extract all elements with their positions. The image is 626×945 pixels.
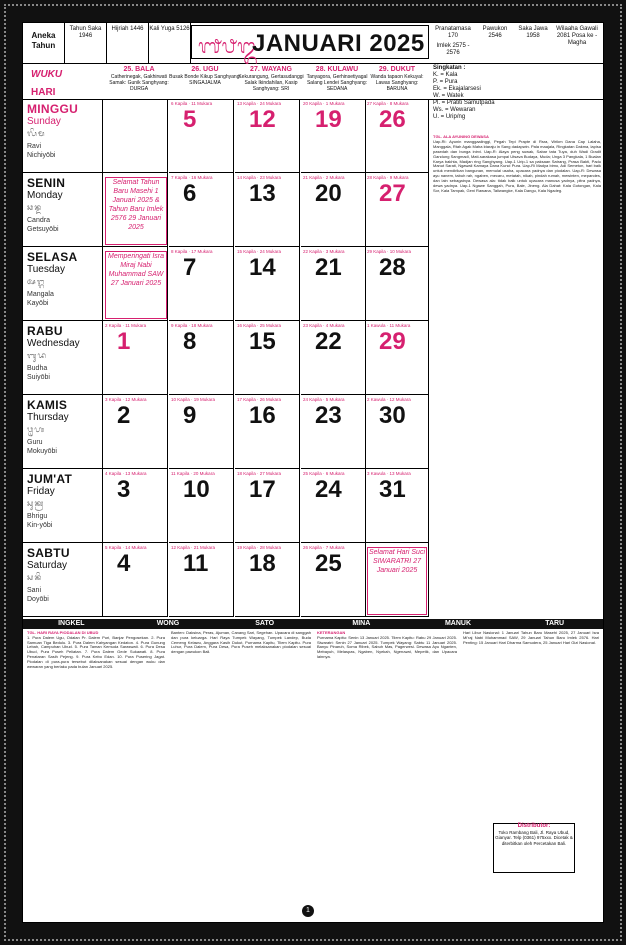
date-number: 26 [379, 106, 406, 133]
date-number: 12 [249, 106, 276, 133]
date-number: 27 [379, 180, 406, 207]
date-cell [365, 99, 429, 173]
keterangan-notes: KETERANGAN Purnama Kapitu: Senin 13 Januari 2025. Tilem Kapitu: Rabu 29 Januari 2025. Siwaratri: Senin 27 Januari 2025. Tumpek Wayang: Sabtu 11 Januari 2025. Banyu Pinaruh, Soma Ribek, Sabuh Mas, Pagerwesi. Dewasa Ayu Nganten, Mebayuh, Melaspas, Ngaben, Nyekah, Ngeruwat, Mepetik, dan Upacara lainnya. [317, 631, 457, 659]
day-label-senin: SENIN Monday ᬘᬦ᭄ᬤ Candra Getsuyōbi [23, 173, 103, 247]
wuku-col-2: 26. UGU Busak Bonde Kikup Sanghyang: SINGAJALMA [169, 66, 241, 86]
date-cell [301, 247, 366, 321]
greeting-siwaratri: Selamat Hari Suci SIWARATRI 27 Januari 2025 [367, 547, 427, 615]
legend-item: K. = Kala [433, 72, 458, 78]
date-cell [301, 543, 366, 617]
wuku-col-4: 28. KULAWU Tanyagora, Gerhinsetiyagal Salang Lendei Sanghyang: SEDANA [306, 66, 368, 92]
date-number: 31 [379, 476, 406, 503]
tahun-saka: Tahun Saka 1946 [65, 23, 107, 63]
month-title-box [191, 25, 429, 59]
calendar-page [22, 22, 604, 923]
date-lunar-info: 3 Kapila · 12 Mukara [105, 397, 147, 402]
date-lunar-info: 7 Kapila · 16 Mukara [171, 175, 213, 180]
date-number: 13 [249, 180, 276, 207]
upacara-notes: Banten: Daksina, Peras, Ajuman, Canang Sari, Segehan. Upacara di sanggah dan pura keluarga. Hari Raya Tumpek Wayang, Tumpek Landep, Buda Cemeng Kelawu, Anggara Kasih Dukut, Purnama Kapitu, Tilem Kapitu. Pura Luhur, Pura Dalem, Pura Desa, Pura Puseh melaksanakan piodalan sesuai dengan pawukon Bali. [171, 631, 311, 655]
date-cell [103, 321, 168, 395]
header-right [433, 23, 603, 63]
pasaran-mina: MINA [352, 620, 371, 627]
date-lunar-info: 16 Kapila · 25 Mukara [237, 323, 282, 328]
calendar-header [23, 23, 603, 64]
pawukon: Pawukon 2546 [482, 26, 508, 39]
date-number: 25 [315, 550, 342, 577]
day-label-minggu: MINGGU Sunday ᬮᬶᬫ Ravi Nichiyōbi [23, 99, 103, 173]
date-lunar-info: 23 Kapila · 4 Mukara [303, 323, 345, 328]
imlek: Imlek 2575 - 2576 [436, 43, 470, 56]
abbreviation-legend: Singkatan : K. = Kala P. = Pura Ek. = Ekajalarsesi W. = Watek Pl. = Pratiti Samutpada Ws. = Wewaran U. = Urip/ng [433, 65, 601, 121]
date-lunar-info: 28 Kapila · 9 Mukara [367, 175, 409, 180]
date-number: 2 [117, 402, 131, 429]
date-number: 17 [249, 476, 276, 503]
pasaran-taru: TARU [545, 620, 565, 627]
date-cell [301, 469, 366, 543]
date-cell [301, 395, 366, 469]
day-label-selasa: SELASA Tuesday ᬅᬗ᭄ᬕ Mangala Kayōbi [23, 247, 103, 321]
date-cell [301, 99, 366, 173]
legend-item: Ws. = Wewaran [433, 107, 476, 113]
date-cell [169, 469, 234, 543]
date-number: 21 [315, 254, 342, 281]
wuku-col-3: 27. WAYANG Kekurangung, Gertasudanggi Salak Ikindahilan, Kasip Sanghyang: SRI [238, 66, 304, 92]
date-lunar-info: 24 Kapila · 5 Mukara [303, 397, 345, 402]
date-number: 20 [315, 180, 342, 207]
date-number: 9 [183, 402, 197, 429]
date-cell [365, 247, 429, 321]
dewasa-notes: TGL. ALA AYUNING DEWASA Uap-Ri: Ayunin manggaalinggi, Pegah Tepi Prapte di Rsra, Wrikm Dana Cap Lalaha, Manggala, Rtah Agak Maha ktaraju in Sang dadapwin. Pala maajala, Ringkatan Dakma, lapisa pasedah dan bunga inirvi. Uap-R: Alaya peng suwak, Sabar tata Tuya, duh Wadi Gradit Gandung Sangmadi, Mati-sarakasa jumpai Utsava Budaya, Muda; Unga 3 Pangkala, 1 Bualan Karya bakhta, Madjan ring Sanghyang. Uap-1 Urip-1 sa paksaan Satrang, Prasa Bakti, Padu Manut Sarati, Ngawali Kamaya Dana Kunci Pura. Uap-Ri Madya bimo, Adi Semeton, hari baik untuk mendirikan bangunan, memulai usaha, upacara yadnya dan piodalan. Uap-R: Dewasa ayu nanem, tabuh rah, ngaben, mecaru, metatah, nikah, pindah rumah, mewinten, mepandes, dan lain sebagainya. Dewasa ala: tidak baik untuk upacara manusa yadnya, pitra yadnya, dewa yadnya. Uap-1 Ngawe Sanggah, Pura, Bale, Jineng. Ala Dahat: Kala Gotongan, Kala Sor, Kala Tampak, Geni Rawana, Taliwangke, Kala Dangu, Kala Ngadeg. [433, 135, 601, 193]
date-lunar-info: 22 Kapila · 3 Mukara [303, 249, 345, 254]
aneka-tahun-label: Aneka Tahun [23, 23, 65, 63]
date-number: 11 [183, 550, 209, 577]
date-number: 1 [117, 328, 131, 355]
date-cell [301, 173, 366, 247]
pasaran-ingkel: INGKEL [58, 620, 85, 627]
date-lunar-info: 6 Kapila · 11 Mukara [171, 101, 213, 106]
legend-item: Pl. = Pratiti Samutpada [433, 100, 495, 106]
date-cell [365, 173, 429, 247]
date-lunar-info: 10 Kapila · 19 Mukara [171, 397, 216, 402]
pasaran-sato: SATO [255, 620, 275, 627]
date-cell [103, 469, 168, 543]
legend-item: W. = Watek [433, 93, 464, 99]
date-cell [235, 469, 300, 543]
date-number: 24 [315, 476, 342, 503]
date-lunar-info: 5 Kapila · 14 Mukara [105, 545, 147, 550]
date-cell [169, 321, 234, 395]
day-label-rabu: RABU Wednesday ᬩᬸᬤ Budha Suiyōbi [23, 321, 103, 395]
date-lunar-info: 20 Kapila · 1 Mukara [303, 101, 345, 106]
date-cell [103, 395, 168, 469]
date-number: 10 [183, 476, 210, 503]
day-label-sabtu: SABTU Saturday ᬲᬦᬶ Sani Doyōbi [23, 543, 103, 617]
date-lunar-info: 2 Kapila · 11 Mukara [105, 323, 147, 328]
saka-jawa: Saka Jawa 1958 [518, 26, 548, 39]
date-lunar-info: 26 Kapila · 7 Mukara [303, 545, 345, 550]
date-lunar-info: 3 Kawula · 13 Mukara [367, 471, 411, 476]
date-lunar-info: 11 Kapila · 20 Mukara [171, 471, 215, 476]
date-number: 18 [249, 550, 276, 577]
day-label-jumat: JUM'AT Friday ᬲᬸᬓ᭄ᬭ Bhrigu Kin-yōbi [23, 469, 103, 543]
date-cell [235, 173, 300, 247]
legend-item: U. = Urip/ng [433, 114, 466, 120]
wuku-label: WUKU [31, 69, 63, 80]
date-lunar-info: 18 Kapila · 27 Mukara [237, 471, 282, 476]
date-lunar-info: 13 Kapila · 24 Mukara [237, 101, 282, 106]
date-cell [301, 321, 366, 395]
date-lunar-info: 12 Kapila · 21 Mukara [171, 545, 216, 550]
date-number: 22 [315, 328, 342, 355]
pasaran-manuk: MANUK [444, 620, 472, 627]
hari-label: HARI [31, 87, 56, 98]
holiday-notes: Hari Libur Nasional: 1 Januari Tahun Baru Masehi 2025, 27 Januari Isra Mi'raj Nabi Muhammad SAW, 29 Januari Tahun Baru Imlek 2576. Hari Penting: 15 Januari Hari Dharma Samudera, 25 Januari Hari Gizi Nasional. [463, 631, 599, 645]
date-cell [169, 247, 234, 321]
pasaran-wong: WONG [156, 620, 180, 627]
empty-cell [103, 99, 168, 173]
date-cell [169, 395, 234, 469]
month-title: JANUARI 2025 [252, 30, 425, 57]
date-number: 4 [117, 550, 131, 577]
legend-item: Ek. = Ekajalarsesi [433, 86, 481, 92]
date-number: 15 [249, 328, 276, 355]
piodalan-list: TGL. HARI RAYA PIODALAN DI UBUD 1. Pura Dalem Ugu, Odalan Pr. Dalem Puri, Banjar Pengosekan. 2. Pura Samuan Tiga Bedulu. 3. Pura Dalem Kahyangan Kedaton. 4. Pura Gunung Lebah, Campuhan Ubud. 5. Pura Taman Kemuda Saraswati. 6. Pura Desa Ubud, Pura Puseh Peliatan. 7. Pura Dalem Gede Sukawati. 8. Pura Penataran Sasih Pejeng. 9. Pura Kebo Edan. 10. Pura Pusering Jagat. Piodalan di pura-pura tersebut dilaksanakan sesuai dengan wuku dan wewaran yang berlaku pada bulan Januari 2025. [27, 631, 165, 669]
wuku-col-5: 29. DUKUT Wanda tapaon Kekuyal: Lawas Sanghyang: BARUNA [370, 66, 424, 92]
date-lunar-info: 14 Kapila · 23 Mukara [237, 175, 282, 180]
greeting-isra: Memperingati Isra Miraj Nabi Muhammad SAW 27 Januari 2025 [105, 251, 167, 319]
date-cell [169, 99, 234, 173]
date-cell [235, 395, 300, 469]
wuku-col-1: 25. BALA Catherinegak, Gakhirwati Samak: Gunik Sanghyang: DURGA [109, 66, 169, 92]
date-lunar-info: 1 Kawula · 11 Mukara [367, 323, 411, 328]
date-number: 14 [249, 254, 276, 281]
pasaran-row [23, 619, 603, 629]
date-lunar-info: 19 Kapila · 28 Mukara [237, 545, 282, 550]
greeting-newyear: Selamat Tahun Baru Masehi 1 Januari 2025 & Tahun Baru Imlek 2576 29 Januari 2025 [105, 177, 167, 245]
date-number: 23 [315, 402, 342, 429]
date-lunar-info: 21 Kapila · 2 Mukara [303, 175, 345, 180]
date-number: 29 [379, 328, 406, 355]
date-lunar-info: 9 Kapila · 18 Mukara [171, 323, 213, 328]
date-number: 16 [249, 402, 276, 429]
date-lunar-info: 17 Kapila · 26 Mukara [237, 397, 282, 402]
date-cell [169, 543, 234, 617]
date-lunar-info: 29 Kapila · 10 Mukara [367, 249, 412, 254]
date-number: 3 [117, 476, 131, 503]
date-lunar-info: 8 Kapila · 17 Mukara [171, 249, 213, 254]
date-cell [235, 247, 300, 321]
distributor-box: Distributor: Toko Rambang Bali, Jl. Raya Ubud, Gianyar. Telp (0361) 975xxx. Dicetak & diterbitkan oleh Percetakan Bali. [493, 823, 575, 873]
date-number: 19 [315, 106, 342, 133]
date-cell [235, 99, 300, 173]
date-cell [365, 395, 429, 469]
date-lunar-info: 15 Kapila · 24 Mukara [237, 249, 282, 254]
day-label-kamis: KAMIS Thursday ᬯᬺᬳ Guru Mokuyōbi [23, 395, 103, 469]
date-cell [169, 173, 234, 247]
page-number: 1 [302, 905, 314, 917]
date-cell [365, 469, 429, 543]
date-number: 8 [183, 328, 197, 355]
legend-item: P. = Pura [433, 79, 458, 85]
date-lunar-info: 25 Kapila · 6 Mukara [303, 471, 345, 476]
date-lunar-info: 2 Kawula · 12 Mukara [367, 397, 411, 402]
date-cell [365, 321, 429, 395]
date-lunar-info: 4 Kapila · 13 Mukara [105, 471, 147, 476]
date-number: 28 [379, 254, 406, 281]
date-cell [235, 543, 300, 617]
balinese-script: ᭑᭘᭓ [198, 34, 257, 58]
date-number: 6 [183, 180, 197, 207]
date-cell [235, 321, 300, 395]
kali-yuga: Kali Yuga 5126 [149, 23, 191, 63]
pranatamasa: Pranatamasa 170 [435, 26, 471, 39]
hijriah: Hijriah 1446 [107, 23, 149, 63]
date-number: 5 [183, 106, 197, 133]
wiraaha: Wilaaha Gawali 2081 Posa ke - Magha [556, 26, 598, 46]
date-lunar-info: 27 Kapila · 8 Mukara [367, 101, 409, 106]
date-cell [103, 543, 168, 617]
date-number: 30 [379, 402, 406, 429]
date-number: 7 [183, 254, 197, 281]
